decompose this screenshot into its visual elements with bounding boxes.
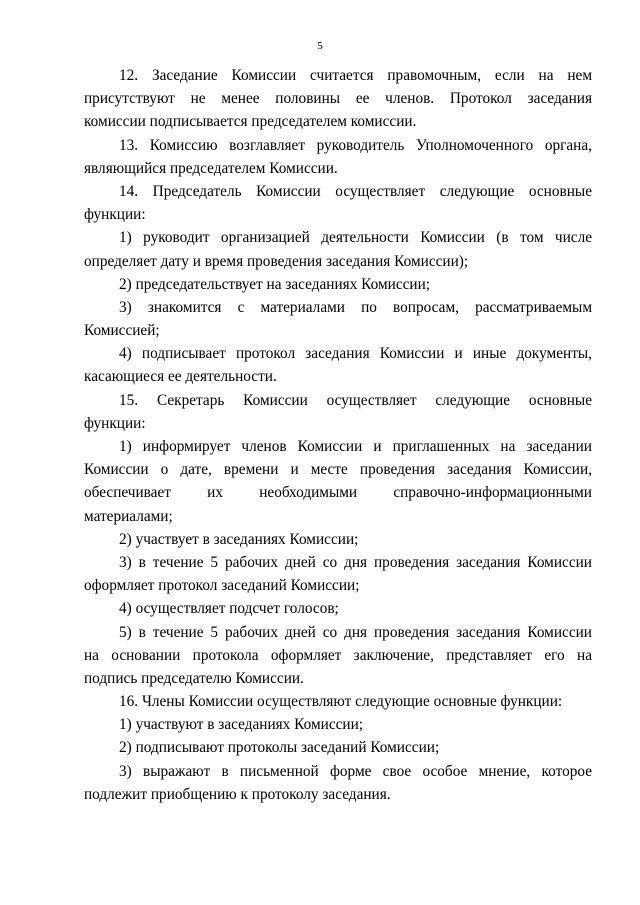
text-line: подпись председателю Комиссии.	[84, 669, 304, 687]
text-line: обеспечивает их необходимыми справочно-информационными	[84, 484, 592, 502]
paragraph	[84, 134, 592, 180]
text-line: оформляет протокол заседаний Комиссии;	[84, 577, 360, 595]
text-line: подлежит приобщению к протоколу заседания.	[84, 785, 391, 803]
text-line: 1) руководит организацией деятельности Комиссии (в том числе	[119, 229, 592, 247]
paragraph	[84, 273, 592, 296]
text-line: 3) знакомится с материалами по вопросам, рассматриваемым	[119, 298, 592, 316]
text-line: 1) информирует членов Комиссии и приглашенных на заседании	[119, 438, 592, 455]
text-line: 2) участвует в заседаниях Комиссии;	[119, 530, 359, 548]
text-line: материалами;	[84, 507, 173, 525]
paragraph	[84, 180, 592, 226]
text-line: 13. Комиссию возглавляет руководитель Уполномоченного органа,	[119, 136, 592, 154]
text-line: 1) участвуют в заседаниях Комиссии;	[119, 716, 364, 734]
text-line: касающиеся ее деятельности.	[84, 368, 277, 386]
text-line: на основании протокола оформляет заключение, представляет его на	[84, 646, 592, 664]
paragraph	[84, 435, 592, 528]
document-body	[84, 64, 592, 806]
paragraph	[84, 64, 592, 134]
paragraph	[84, 226, 592, 272]
paragraph	[84, 760, 592, 806]
text-line: определяет дату и время проведения заседания Комиссии);	[84, 252, 469, 270]
text-line: функции:	[84, 414, 146, 432]
text-line: 4) осуществляет подсчет голосов;	[119, 600, 339, 618]
paragraph	[84, 713, 592, 736]
paragraph	[84, 389, 592, 435]
page-number: 5	[317, 40, 323, 52]
text-line: 2) подписывают протоколы заседаний Комиссии;	[119, 739, 440, 757]
text-line: 16. Члены Комиссии осуществляют следующие основные функции:	[119, 693, 563, 711]
text-line: 14. Председатель Комиссии осуществляет следующие основные	[119, 182, 592, 200]
text-line: 3) в течение 5 рабочих дней со дня проведения заседания Комиссии	[119, 553, 592, 571]
paragraph	[84, 296, 592, 342]
paragraph	[84, 690, 592, 713]
paragraph	[84, 342, 592, 388]
paragraph	[84, 736, 592, 759]
text-line: функции:	[84, 206, 146, 224]
text-line: 3) выражают в письменной форме свое особое мнение, которое	[119, 762, 592, 780]
paragraph	[84, 597, 592, 620]
text-line: 5) в течение 5 рабочих дней со дня проведения заседания Комиссии	[119, 623, 592, 641]
paragraph	[84, 528, 592, 551]
text-line: Комиссии о дате, времени и месте проведения заседания Комиссии,	[84, 461, 592, 479]
paragraph	[84, 621, 592, 691]
text-line: комиссии подписывается председателем комиссии.	[84, 113, 417, 131]
text-line: 2) председательствует на заседаниях Комиссии;	[119, 275, 431, 293]
text-line: 4) подписывает протокол заседания Комиссии и иные документы,	[119, 345, 592, 363]
text-line: 12. Заседание Комиссии считается правомочным, если на нем	[119, 67, 592, 84]
text-line: присутствуют не менее половины ее членов. Протокол заседания	[84, 90, 592, 108]
text-line: 15. Секретарь Комиссии осуществляет следующие основные	[119, 391, 592, 409]
text-line: являющийся председателем Комиссии.	[84, 159, 338, 177]
text-line: Комиссией;	[84, 322, 160, 340]
paragraph	[84, 551, 592, 597]
